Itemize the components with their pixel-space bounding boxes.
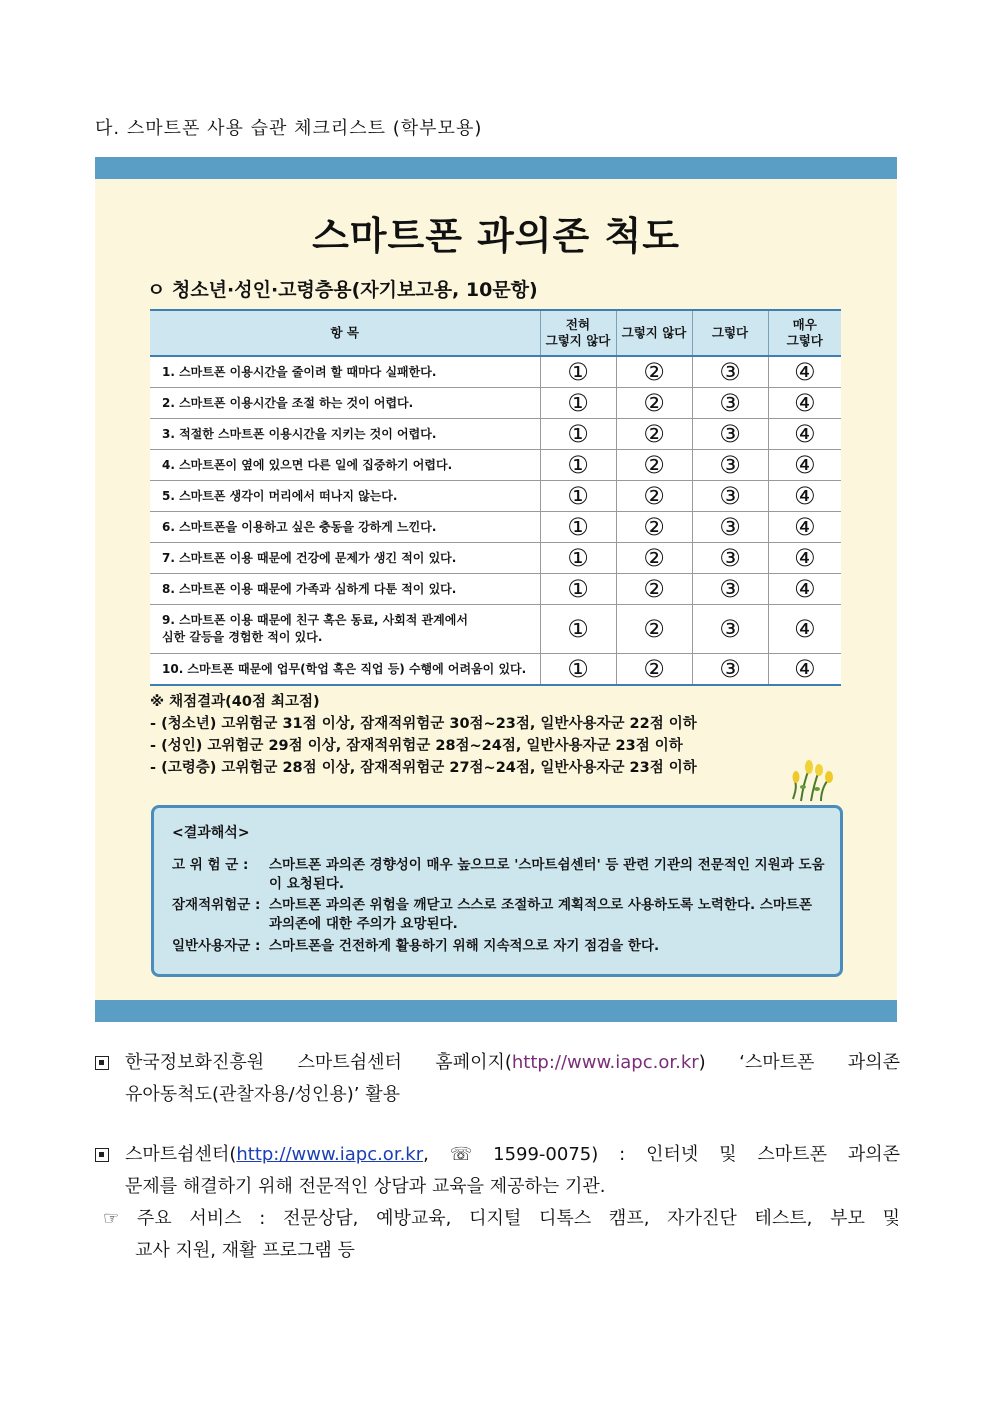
choice-3[interactable]: ③ [719,575,741,603]
choice-cell[interactable] [540,512,616,543]
choice-2[interactable]: ② [643,655,665,683]
item-text: 1. 스마트폰 이용시간을 줄이려 할 때마다 실패한다. [150,356,540,388]
choice-1[interactable]: ① [567,389,589,417]
choice-cell[interactable] [616,388,692,419]
choice-3[interactable]: ③ [719,513,741,541]
text-potential-risk: 스마트폰 과의존 위험을 깨닫고 스스로 조절하고 계획적으로 사용하도록 노력한다. 스마트폰 과의존에 대한 주의가 요망된다. [269,897,812,932]
choice-cell[interactable] [692,450,768,481]
choice-2[interactable]: ② [643,482,665,510]
table-row [150,512,841,543]
label-high-risk: 고 위 험 군 : [172,857,249,873]
choice-1[interactable]: ① [567,655,589,683]
header-item: 항 목 [150,310,540,356]
panel-top-band [95,157,897,179]
choice-2[interactable]: ② [643,544,665,572]
note-center-line1 [95,1139,900,1171]
table-row [150,543,841,574]
choice-cell[interactable] [540,481,616,512]
choice-4[interactable]: ④ [793,513,816,541]
panel-bottom-band [95,1000,897,1022]
choice-cell[interactable] [616,356,692,388]
note-center-prefix: 스마트쉼센터( [125,1144,237,1165]
choice-cell[interactable] [692,419,768,450]
choice-cell[interactable] [768,654,841,686]
choice-1[interactable]: ① [567,420,589,448]
choice-cell[interactable] [616,543,692,574]
scale-table [150,309,841,686]
scoring-title: ※ 채점결과(40점 최고점) [150,694,320,710]
section-heading: 다. 스마트폰 사용 습관 체크리스트 (학부모용) [95,118,483,139]
choice-cell[interactable] [692,543,768,574]
choice-1[interactable]: ① [567,575,589,603]
table-row [150,654,841,686]
choice-cell[interactable] [768,605,841,654]
note-source-prefix: 한국정보화진흥원 스마트쉼센터 홈페이지( [125,1052,512,1073]
note-center-link[interactable]: http://www.iapc.or.kr [236,1144,424,1165]
interpretation-box [151,805,843,977]
choice-cell[interactable] [768,388,841,419]
choice-3[interactable]: ③ [719,358,741,386]
scale-panel [95,157,897,1022]
choice-2[interactable]: ② [643,513,665,541]
choice-3[interactable]: ③ [719,389,741,417]
table-row [150,388,841,419]
choice-4[interactable]: ④ [793,358,816,386]
item-text: 5. 스마트폰 생각이 머리에서 떠나지 않는다. [150,481,540,512]
text-normal-user: 스마트폰을 건전하게 활용하기 위해 지속적으로 자기 점검을 한다. [269,938,660,954]
scoring-line-adult: - (성인) 고위험군 29점 이상, 잠재적위험군 28점~24점, 일반사용자군 23점 이하 [150,738,683,754]
table-row [150,605,841,654]
table-header-row [150,310,841,356]
service-line2: 교사 지원, 재활 프로그램 등 [135,1240,355,1261]
choice-1[interactable]: ① [567,615,589,643]
choice-1[interactable]: ① [567,513,589,541]
choice-cell[interactable] [768,543,841,574]
item-text: 3. 적절한 스마트폰 이용시간을 지키는 것이 어렵다. [150,419,540,450]
choice-cell[interactable] [768,450,841,481]
choice-4[interactable]: ④ [793,451,816,479]
table-row [150,356,841,388]
choice-cell[interactable] [540,419,616,450]
choice-4[interactable]: ④ [793,575,816,603]
choice-4[interactable]: ④ [793,615,816,643]
item-text: 10. 스마트폰 때문에 업무(학업 혹은 직업 등) 수행에 어려움이 있다. [150,654,540,686]
choice-cell[interactable] [540,605,616,654]
text-high-risk: 스마트폰 과의존 경향성이 매우 높으므로 '스마트쉼센터' 등 관련 기관의 전문적인 지원과 도움이 요청된다. [269,857,825,892]
choice-cell[interactable] [616,419,692,450]
choice-2[interactable]: ② [643,389,665,417]
choice-cell[interactable] [768,574,841,605]
label-normal-user: 일반사용자군 : [172,938,261,954]
header-agree: 그렇다 [692,310,768,356]
choice-cell[interactable] [540,543,616,574]
table-row [150,419,841,450]
panel-subtitle: ㅇ 청소년·성인·고령층용(자기보고용, 10문항) [147,279,538,301]
choice-1[interactable]: ① [567,451,589,479]
note-center-middle: , ☏ 1599-0075) : 인터넷 및 스마트폰 과의존 [423,1144,900,1165]
choice-cell[interactable] [768,481,841,512]
item-text: 7. 스마트폰 이용 때문에 건강에 문제가 생긴 적이 있다. [150,543,540,574]
note-source-suffix: ) ‘스마트폰 과의존 [698,1052,900,1073]
interpretation-title: <결과해석> [172,825,250,841]
table-row [150,481,841,512]
choice-cell[interactable] [768,512,841,543]
choice-cell[interactable] [692,512,768,543]
note-source [95,1047,900,1111]
bullet-square-icon [95,1056,109,1070]
choice-3[interactable]: ③ [719,482,741,510]
choice-cell[interactable] [692,574,768,605]
choice-3[interactable]: ③ [719,420,741,448]
choice-2[interactable]: ② [643,615,665,643]
item-text: 2. 스마트폰 이용시간을 조절 하는 것이 어렵다. [150,388,540,419]
choice-cell[interactable] [616,512,692,543]
choice-cell[interactable] [692,356,768,388]
scoring-block [150,691,697,779]
choice-cell[interactable] [768,419,841,450]
note-source-line1 [95,1047,900,1079]
label-potential-risk: 잠재적위험군 : [172,897,261,913]
note-source-link[interactable]: http://www.iapc.or.kr [511,1052,699,1073]
note-center-line2: 문제를 해결하기 위해 전문적인 상담과 교육을 제공하는 기관. [125,1176,606,1197]
choice-cell[interactable] [540,450,616,481]
choice-3[interactable]: ③ [719,544,741,572]
scoring-line-youth: - (청소년) 고위험군 31점 이상, 잠재적위험군 30점~23점, 일반사용자군 22점 이하 [150,716,697,732]
choice-cell[interactable] [616,450,692,481]
flower-illustration-icon [787,757,835,803]
choice-4[interactable]: ④ [793,655,816,683]
item-text: 4. 스마트폰이 옆에 있으면 다른 일에 집중하기 어렵다. [150,450,540,481]
choice-4[interactable]: ④ [793,544,816,572]
choice-4[interactable]: ④ [793,389,816,417]
choice-1[interactable]: ① [567,544,589,572]
choice-cell[interactable] [616,605,692,654]
note-source-line2: 유아동척도(관찰자용/성인용)’ 활용 [125,1084,400,1105]
choice-2[interactable]: ② [643,451,665,479]
panel-title: 스마트폰 과의존 척도 [312,214,680,258]
service-line1: ☞ 주요 서비스 : 전문상담, 예방교육, 디지털 디톡스 캠프, 자가진단 테스트, 부모 및 [103,1208,900,1229]
choice-2[interactable]: ② [643,358,665,386]
item-text: 8. 스마트폰 이용 때문에 가족과 심하게 다툰 적이 있다. [150,574,540,605]
header-strongly-agree: 매우 그렇다 [768,310,841,356]
choice-1[interactable]: ① [567,358,589,386]
choice-1[interactable]: ① [567,482,589,510]
choice-cell[interactable] [540,654,616,686]
bullet-square-icon [95,1148,109,1162]
table-row [150,450,841,481]
table-row [150,574,841,605]
choice-2[interactable]: ② [643,420,665,448]
choice-4[interactable]: ④ [793,482,816,510]
choice-4[interactable]: ④ [793,420,816,448]
choice-2[interactable]: ② [643,575,665,603]
item-text: 6. 스마트폰을 이용하고 싶은 충동을 강하게 느낀다. [150,512,540,543]
item-text: 9. 스마트폰 이용 때문에 친구 혹은 동료, 사회적 관계에서 심한 갈등을 경험한 적이 있다. [150,605,540,654]
choice-3[interactable]: ③ [719,451,741,479]
choice-3[interactable]: ③ [719,615,741,643]
choice-cell[interactable] [540,356,616,388]
choice-cell[interactable] [540,388,616,419]
choice-cell[interactable] [616,574,692,605]
header-disagree: 그렇지 않다 [616,310,692,356]
choice-cell[interactable] [616,481,692,512]
choice-cell[interactable] [768,356,841,388]
choice-cell[interactable] [540,574,616,605]
choice-cell[interactable] [692,481,768,512]
choice-cell[interactable] [692,654,768,686]
scoring-line-senior: - (고령층) 고위험군 28점 이상, 잠재적위험군 27점~24점, 일반사용자군 23점 이하 [150,760,697,776]
choice-3[interactable]: ③ [719,655,741,683]
header-never: 전혀 그렇지 않다 [540,310,616,356]
choice-cell[interactable] [692,605,768,654]
note-center [95,1139,900,1267]
choice-cell[interactable] [616,654,692,686]
choice-cell[interactable] [692,388,768,419]
